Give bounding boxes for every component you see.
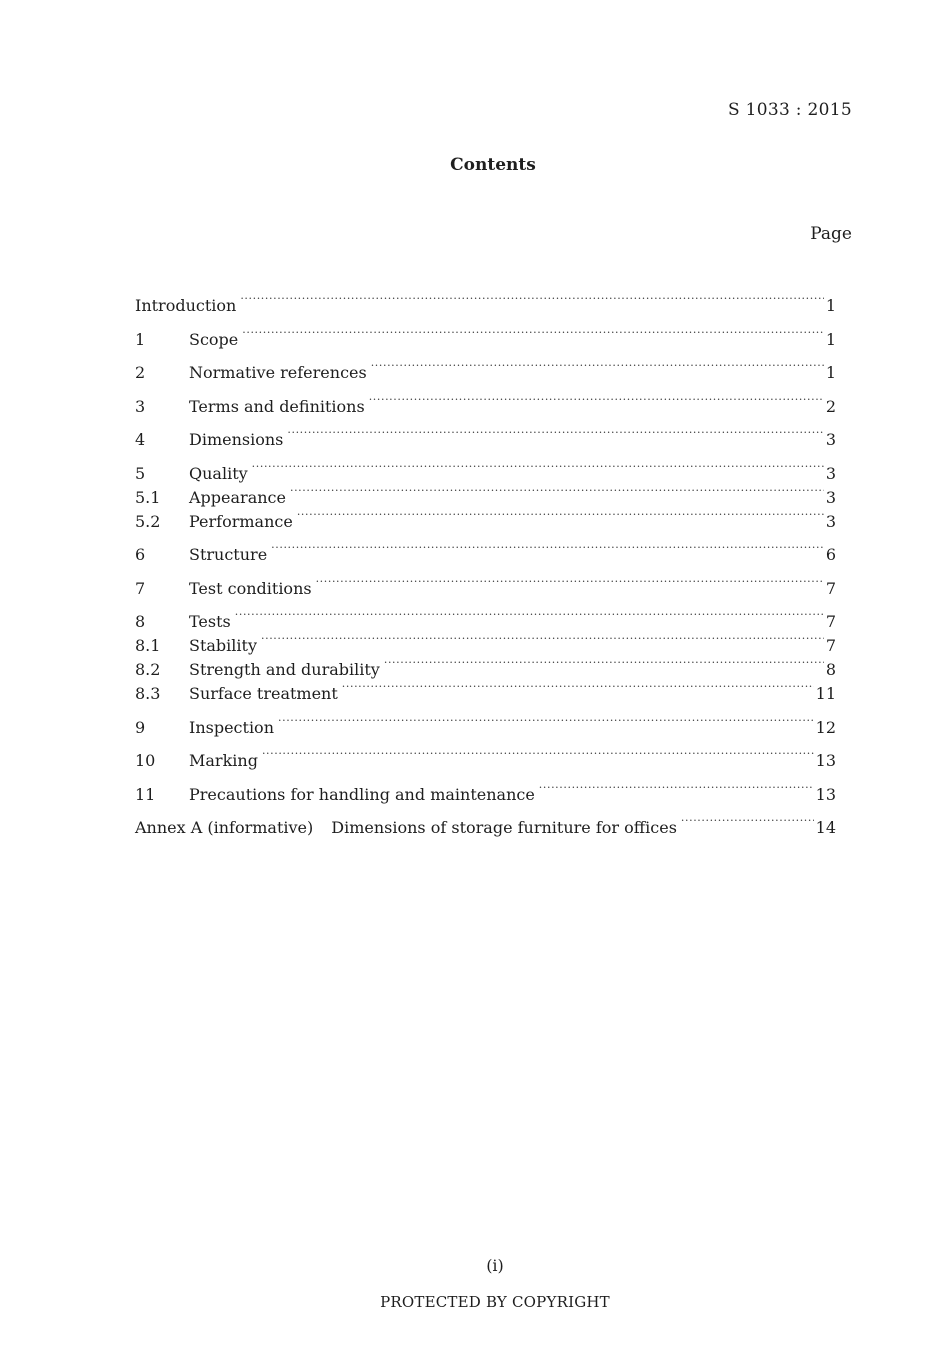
toc-annex-title: Dimensions of storage furniture for offices bbox=[331, 818, 677, 837]
toc-entry-title: Tests bbox=[189, 612, 231, 631]
toc-entry-page: 13 bbox=[815, 784, 836, 804]
toc-entry-title: Dimensions bbox=[189, 430, 284, 449]
toc-annex-heading bbox=[135, 816, 681, 840]
toc-leader-dots bbox=[240, 287, 823, 311]
toc-leader-dots bbox=[261, 627, 824, 651]
toc-entry-page: 11 bbox=[815, 684, 836, 703]
toc-entry-page: 2 bbox=[825, 396, 836, 416]
page-column-header: Page bbox=[810, 224, 852, 244]
toc-entry-number: 6 bbox=[135, 545, 146, 564]
toc-leader-dots bbox=[242, 321, 824, 345]
page-title: Contents bbox=[450, 155, 536, 175]
toc-leader-dots bbox=[681, 809, 814, 833]
toc-entry-page: 3 bbox=[825, 430, 836, 449]
toc-entry[interactable] bbox=[135, 455, 836, 483]
toc-leader-dots bbox=[342, 675, 814, 699]
toc-annex-label: Annex A (informative) bbox=[135, 818, 314, 837]
toc-entry-title: Terms and definitions bbox=[189, 396, 365, 416]
toc-entry-annex[interactable] bbox=[135, 809, 836, 837]
toc-entry-title: Scope bbox=[189, 329, 239, 349]
toc-entry[interactable] bbox=[135, 421, 836, 449]
toc-entry-title: Introduction bbox=[135, 296, 237, 315]
toc-entry-number: 10 bbox=[135, 751, 156, 770]
toc-entry[interactable] bbox=[135, 709, 836, 737]
toc-entry-title: Appearance bbox=[189, 487, 286, 507]
toc-entry-page: 1 bbox=[825, 296, 836, 315]
toc-entry-number: 5 bbox=[135, 463, 146, 483]
toc-entry[interactable] bbox=[135, 287, 836, 315]
toc-leader-dots bbox=[262, 742, 814, 766]
toc-leader-dots bbox=[235, 603, 824, 627]
toc-leader-dots bbox=[278, 709, 814, 733]
toc-leader-dots bbox=[369, 388, 824, 412]
toc-entry-number: 8.3 bbox=[135, 684, 161, 703]
toc-leader-dots bbox=[371, 354, 824, 378]
toc-entry-page: 14 bbox=[815, 818, 836, 837]
toc-entry-page: 7 bbox=[825, 612, 836, 631]
toc-entry-page: 1 bbox=[825, 363, 836, 382]
toc-entry-page: 3 bbox=[825, 463, 836, 483]
toc-entry[interactable] bbox=[135, 536, 836, 564]
toc-entry-number: 9 bbox=[135, 717, 146, 737]
toc-entry-page: 13 bbox=[815, 751, 836, 770]
table-of-contents bbox=[135, 287, 836, 837]
toc-leader-dots bbox=[287, 421, 823, 445]
toc-entry-number: 4 bbox=[135, 430, 146, 449]
toc-entry-title: Precautions for handling and maintenance bbox=[189, 784, 535, 804]
toc-entry-number: 8.1 bbox=[135, 636, 161, 655]
toc-entry-title: Inspection bbox=[189, 717, 274, 737]
toc-entry[interactable] bbox=[135, 388, 836, 416]
toc-entry-page: 7 bbox=[825, 578, 836, 598]
toc-entry[interactable] bbox=[135, 603, 836, 631]
toc-entry-title: Marking bbox=[189, 751, 258, 770]
toc-entry[interactable] bbox=[135, 776, 836, 804]
toc-entry-title: Strength and durability bbox=[189, 660, 380, 679]
toc-entry-number: 7 bbox=[135, 578, 146, 598]
document-number: S 1033 : 2015 bbox=[727, 100, 852, 120]
toc-entry-number: 8.2 bbox=[135, 660, 161, 679]
toc-entry-title: Stability bbox=[189, 636, 257, 655]
toc-leader-dots bbox=[297, 503, 824, 527]
toc-entry-page: 8 bbox=[825, 660, 836, 679]
copyright-notice: PROTECTED BY COPYRIGHT bbox=[380, 1293, 610, 1311]
toc-entry-page: 6 bbox=[825, 545, 836, 564]
toc-entry-title: Normative references bbox=[189, 363, 367, 382]
toc-entry-title: Quality bbox=[189, 463, 248, 483]
toc-entry-number: 2 bbox=[135, 363, 146, 382]
page-number: (i) bbox=[486, 1256, 504, 1275]
toc-entry-number: 11 bbox=[135, 784, 156, 804]
toc-leader-dots bbox=[316, 570, 824, 594]
toc-entry[interactable] bbox=[135, 627, 836, 655]
toc-entry-page: 12 bbox=[815, 717, 836, 737]
toc-leader-dots bbox=[252, 455, 824, 479]
toc-leader-dots bbox=[384, 651, 824, 675]
toc-entry-page: 3 bbox=[825, 487, 836, 507]
toc-leader-dots bbox=[539, 776, 814, 800]
toc-entry-title: Structure bbox=[189, 545, 268, 564]
toc-entry[interactable] bbox=[135, 742, 836, 770]
toc-entry-page: 3 bbox=[825, 511, 836, 531]
toc-entry-number: 5.1 bbox=[135, 487, 161, 507]
toc-entry-number: 5.2 bbox=[135, 511, 161, 531]
toc-entry-page: 7 bbox=[825, 636, 836, 655]
toc-entry[interactable] bbox=[135, 321, 836, 349]
toc-entry-title: Performance bbox=[189, 511, 293, 531]
toc-entry-title: Test conditions bbox=[189, 578, 312, 598]
toc-entry[interactable] bbox=[135, 354, 836, 382]
toc-entry[interactable] bbox=[135, 570, 836, 598]
toc-entry-title: Surface treatment bbox=[189, 684, 338, 703]
toc-entry-number: 3 bbox=[135, 396, 146, 416]
toc-entry-number: 1 bbox=[135, 329, 146, 349]
toc-leader-dots bbox=[290, 479, 824, 503]
toc-entry-number: 8 bbox=[135, 612, 146, 631]
toc-leader-dots bbox=[271, 536, 824, 560]
toc-entry-page: 1 bbox=[825, 329, 836, 349]
